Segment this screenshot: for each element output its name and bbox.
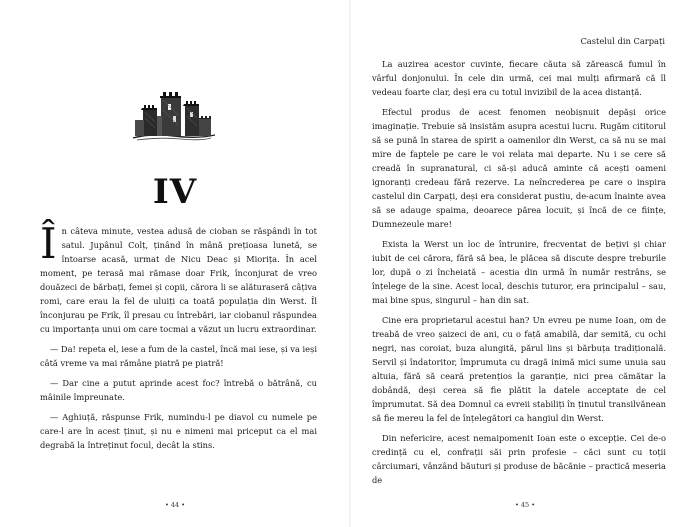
right-page (350, 0, 700, 527)
left-page-text (40, 219, 317, 458)
paragraph: — Da! repeta el, iese a fum de la castel, încă mai iese, și va ieși câtă vreme va mai rămâne piatră pe piatră! (40, 344, 317, 368)
chapter-number: IV (152, 172, 198, 212)
page-number-left: • 44 • (164, 501, 186, 509)
paragraph: Cine era proprietarul acestui han? Un evreu pe nume Ioan, om de treabă de vreo șaizeci de ani, cu o față amabilă, dar semită, cu ochi negri, nas coroiat, buza alungită, părul lins și bărbuța tradițională. Servil și îndatoritor, împrumuta cu dragă inimă mici sume unuia sau altuia, fără să ceară pretențios la garanție, nici prea cămătar la dobândă, deși cerea să fie plătit la datele acceptate de cel împrumutat. Să dea Domnul ca evreii stabiliți în ținutul transilvănean să fie mereu la fel de înțelegători ca hangiul din Werst. (372, 315, 666, 423)
paragraph (40, 219, 317, 336)
paragraph: — Aghiuță, răspunse Frik, numindu-l pe diavol cu numele pe care-l are în acest ținut, și nu e nimeni mai priceput ca el mai degrabă la întreținut focul, decât la stins. (40, 412, 317, 450)
running-head: Castelul din Carpați (580, 36, 665, 46)
drop-cap: Î (40, 219, 57, 268)
paragraph: — Dar cine a putut aprinde acest foc? întrebă o bătrână, cu mâinile împreunate. (40, 378, 317, 402)
paragraph: Efectul produs de acest fenomen neobișnuit depăși orice imaginație. Trebuie să insistăm asupra acestui lucru. Rugăm cititorul să se pună în starea de spirit a oamenilor din Werst, ca să nu se mai mire de faptele pe care le voi relata mai departe. Nu i se cere să creadă în supranatural, ci să-și aducă aminte că acești oameni ignoranți credeau fără rezerve. La neîncrederea pe care o inspira castelul din Carpați, deși era considerat pustiu, de-acum înainte avea să se adauge spaima, deoarece părea locuit, și încă de ce ființe, Dumnezeule mare! (372, 107, 666, 229)
paragraph-text: n câteva minute, vestea adusă de cioban se răspândi în tot satul. Jupânul Colț, ținând în mână prețioasa lunetă, se întoarse acasă, urmat de Nicu Deac și Miorița. În acel moment, pe terasă mai rămase doar Frik, înconjurat de vreo douăzeci de bărbați, femei și copii, cărora li se alăturaseră câțiva romi, care erau la fel de uluiți ca toată populația din Werst. Îl înconjurau pe Frik, îl presau cu întrebări, iar ciobanul răspundea cu importanța unui om care tocmai a văzut un lucru extraordinar. (40, 226, 317, 334)
paragraph: Exista la Werst un loc de întrunire, frecventat de bețivi și chiar iubit de cei cărora, fără să bea, le plăcea să discute despre treburile lor, după o zi încheiată – acestia din urmă în număr restrâns, se înțelege de la sine. Acest local, deschis tuturor, era principalul – sau, mai bine spus, singurul – han din sat. (372, 239, 666, 305)
page-number-right: • 45 • (514, 501, 536, 509)
paragraph: Din nefericire, acest nemaipomenit Ioan este o excepție. Cei de-o credință cu el, confrații săi prin profesie – căci sunt cu toții cârciumari, vânzând băuturi și produse de băcănie – practică meseria de (372, 433, 666, 485)
right-page-text (372, 57, 666, 493)
paragraph: La auzirea acestor cuvinte, fiecare căuta să zărească fumul în vârful donjonului. În cele din urmă, cei mai mulți afirmară că îl vedeau foarte clar, deși era cu totul invizibil de la acea distanță. (372, 59, 666, 97)
castle-illustration-icon (131, 86, 217, 142)
